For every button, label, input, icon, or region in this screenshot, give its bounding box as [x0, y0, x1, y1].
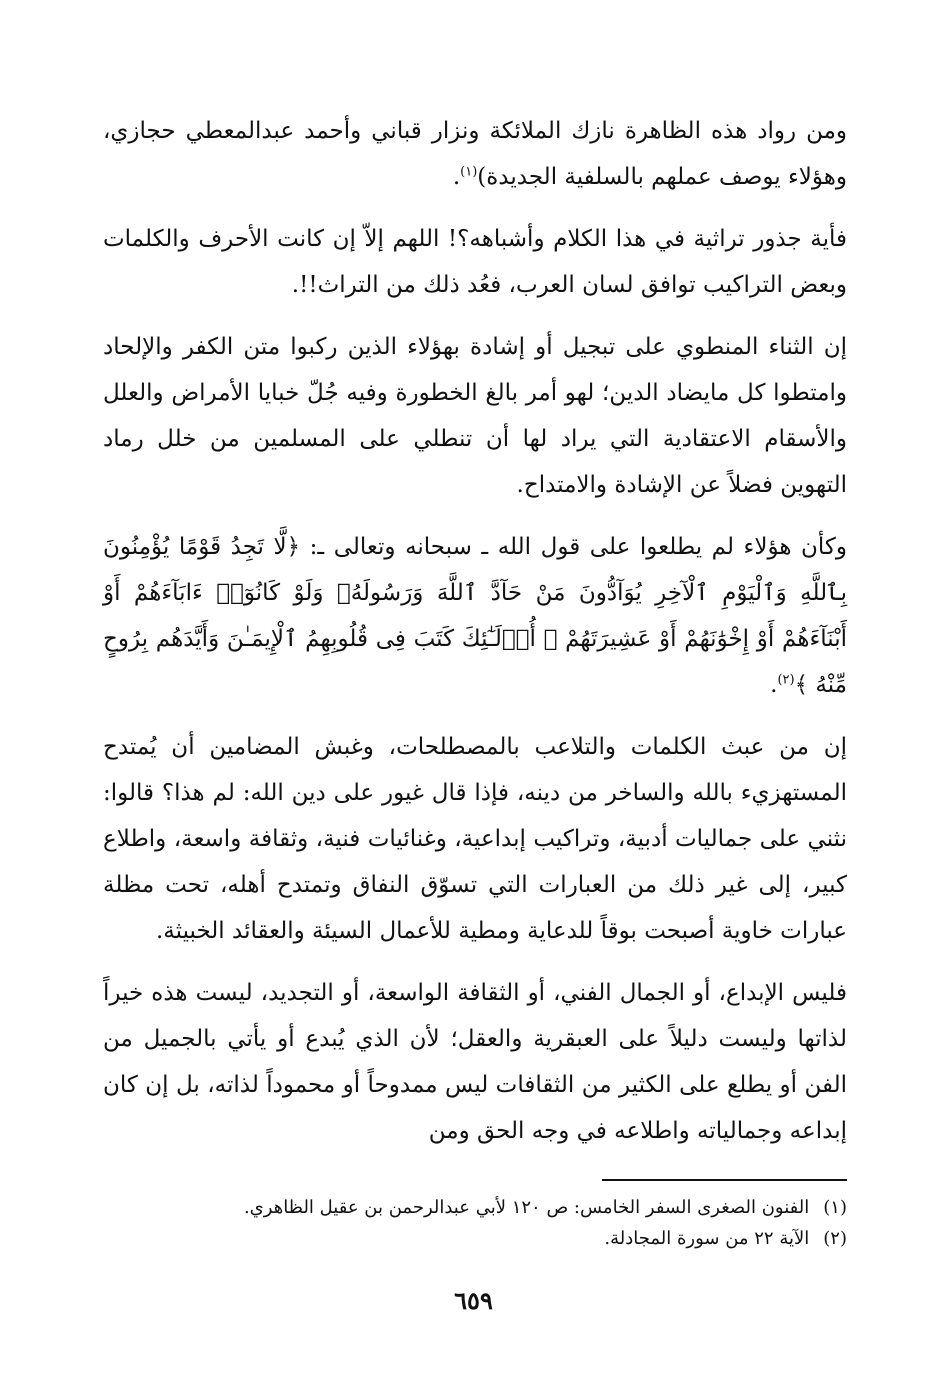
body-text	[103, 108, 847, 1154]
footnote-ref-2: (٢)	[777, 672, 795, 688]
paragraph-tail: .	[770, 672, 778, 698]
paragraph-text: فليس الإبداع، أو الجمال الفني، أو الثقافة الواسعة، أو التجديد، ليست هذه خيراً لذاتها وليست دليلاً على العبقرية والعقل؛ لأن الذي يُبدع أو يأتي بالجميل من الفن أو يطلع على الكثير من الثقافات ليس ممدوحاً أو محموداً لذاته، بل إن كان إبداعه وجمالياته واطلاعه في وجه الحق ومن	[103, 980, 847, 1144]
paragraph-text: ومن رواد هذه الظاهرة نازك الملائكة ونزار قباني وأحمد عبدالمعطي حجازي، وهؤلاء يوصف عملهم بالسلفية الجديدة)	[103, 118, 847, 190]
paragraph-tail: .	[452, 164, 461, 190]
footnote-ref-1: (١)	[460, 164, 478, 180]
footnote-2	[103, 1223, 847, 1254]
footnotes	[103, 1192, 847, 1254]
paragraph-4-quran-quote	[103, 524, 847, 708]
footnote-text: الفنون الصغرى السفر الخامس: ص ١٢٠ لأبي عبدالرحمن بن عقيل الظاهري.	[243, 1197, 810, 1218]
footnote-separator	[602, 1179, 847, 1181]
footnote-number: (٢)	[823, 1228, 847, 1249]
paragraph-6	[103, 970, 847, 1154]
paragraph-3	[103, 324, 847, 508]
paragraph-2	[103, 216, 847, 308]
paragraph-text: فأية جذور تراثية في هذا الكلام وأشباهه؟! اللهم إلاّ إن كانت الأحرف والكلمات وبعض التراكيب توافق لسان العرب، فعُد ذلك من التراث!!.	[103, 226, 847, 298]
paragraph-text: إن الثناء المنطوي على تبجيل أو إشادة بهؤلاء الذين ركبوا متن الكفر والإلحاد وامتطوا كل مايضاد الدين؛ لهو أمر بالغ الخطورة وفيه جُلّ خبايا الأمراض والعلل والأسقام الاعتقادية التي يراد لها أن تنطلي على المسلمين من خلل رماد التهوين فضلاً عن الإشادة والامتداح.	[103, 334, 847, 498]
footnote-number: (١)	[823, 1197, 847, 1218]
paragraph-1	[103, 108, 847, 200]
paragraph-5	[103, 724, 847, 954]
paragraph-text: إن من عبث الكلمات والتلاعب بالمصطلحات، وغبش المضامين أن يُمتدح المستهزيء بالله والساخر من دينه، فإذا قال غيور على دين الله: لم هذا؟ قالوا: نثني على جماليات أدبية، وتراكيب إبداعية، وغنائيات فنية، وثقافة واسعة، واطلاع كبير، إلى غير ذلك من العبارات التي تسوّق النفاق وتمتدح أهله، تحت مظلة عبارات خاوية أصبحت بوقاً للدعاية ومطية للأعمال السيئة والعقائد الخبيثة.	[103, 734, 847, 944]
paragraph-text: وكأن هؤلاء لم يطلعوا على قول الله ـ سبحانه وتعالى ـ: ﴿لَّا تَجِدُ قَوْمًا يُؤْمِنُونَ بِٱللَّهِ وَٱلْيَوْمِ ٱلْآخِرِ يُوَآدُّونَ مَنْ حَآدَّ ٱللَّهَ وَرَسُولَهُۥ وَلَوْ كَانُوٓا۟ ءَابَآءَهُمْ أَوْ أَبْنَآءَهُمْ أَوْ إِخْوَٰنَهُمْ أَوْ عَشِيرَتَهُمْ ۚ أُو۟لَـٰٓئِكَ كَتَبَ فِى قُلُوبِهِمُ ٱلْإِيمَـٰنَ وَأَيَّدَهُم بِرُوحٍ مِّنْهُ ﴾	[103, 534, 847, 698]
page-number: ٦٥٩	[454, 1286, 493, 1315]
footnote-1	[103, 1192, 847, 1223]
footnote-text: الآية ٢٢ من سورة المجادلة.	[604, 1228, 810, 1249]
